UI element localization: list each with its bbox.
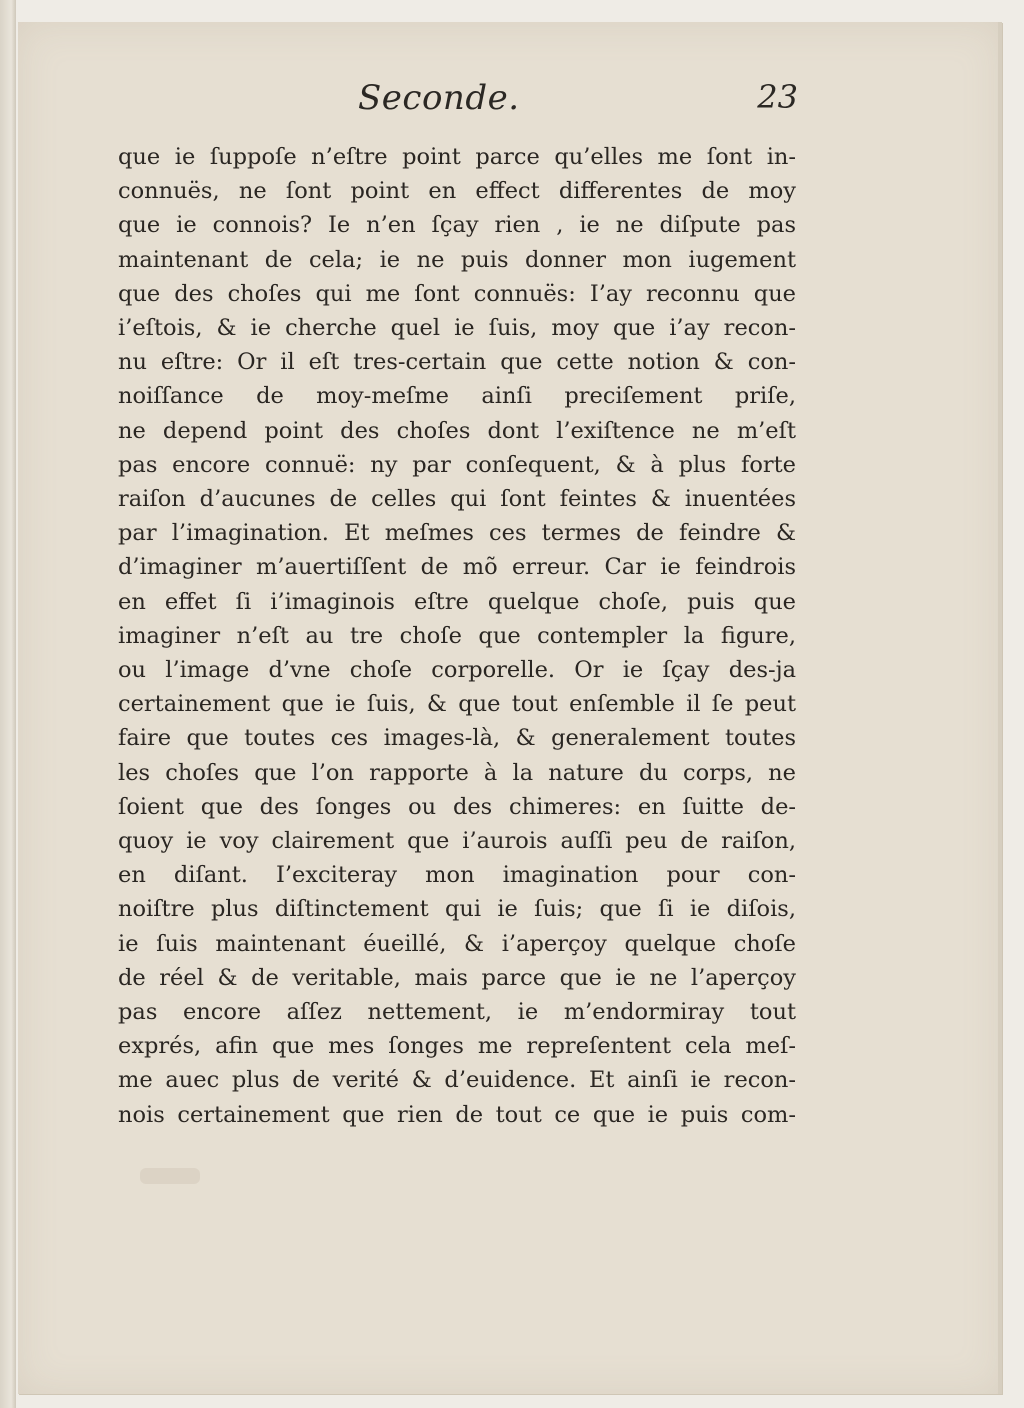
text-line: par l’imagination. Et meſmes ces termes de feindre & [118, 520, 796, 547]
text-line: que des choſes qui me ſont connuës: I’ay reconnu que [118, 280, 796, 307]
text-line: certainement que ie ſuis, & que tout enſemble il ſe peut [118, 691, 796, 718]
text-line: ou l’image d’vne choſe corporelle. Or ie ſçay des-ja [118, 657, 796, 684]
text-line: exprés, afin que mes ſonges me repreſentent cela meſ- [118, 1033, 796, 1060]
text-line: ne depend point des choſes dont l’exiſtence ne m’eſt [118, 417, 796, 444]
text-line: noiſtre plus diſtinctement qui ie ſuis; que ſi ie diſois, [118, 896, 796, 923]
text-line: de réel & de veritable, mais parce que ie ne l’aperçoy [118, 964, 796, 991]
text-line: d’imaginer m’auertiſſent de mõ erreur. Car ie feindrois [118, 554, 796, 581]
text-line: ſoient que des ſonges ou des chimeres: en ſuitte de- [118, 793, 796, 820]
text-line: nu eſtre: Or il eſt tres-certain que cette notion & con- [118, 349, 796, 376]
text-line: en diſant. I’exciteray mon imagination pour con- [118, 862, 796, 889]
text-line: pas encore connuë: ny par conſequent, & à plus forte [118, 451, 796, 478]
text-line: me auec plus de verité & d’euidence. Et ainſi ie recon- [118, 1067, 796, 1094]
text-line: pas encore aſſez nettement, ie m’endormiray tout [118, 999, 796, 1026]
text-line: raiſon d’aucunes de celles qui ſont feintes & inuentées [118, 486, 796, 513]
text-line: en effet ſi i’imaginois eſtre quelque choſe, puis que [118, 588, 796, 615]
text-line: ie ſuis maintenant éueillé, & i’aperçoy quelque choſe [118, 930, 796, 957]
text-line: noiſſance de moy-meſme ainſi preciſement priſe, [118, 383, 796, 410]
text-line: imaginer n’eſt au tre choſe que contempler la figure, [118, 622, 796, 649]
text-line: maintenant de cela; ie ne puis donner mon iugement [118, 246, 796, 273]
text-line: faire que toutes ces images-là, & generalement toutes [118, 725, 796, 752]
previous-page-edge [0, 0, 16, 1408]
text-line: connuës, ne ſont point en effect differentes de moy [118, 178, 796, 205]
text-line: que ie connois? Ie n’en ſçay rien , ie ne diſpute pas [118, 212, 796, 239]
text-line: nois certainement que rien de tout ce que ie puis com- [118, 1101, 796, 1128]
text-line: quoy ie voy clairement que i’aurois auſſi peu de raiſon, [118, 828, 796, 855]
page-right-edge [998, 22, 1002, 1394]
text-line: les choſes que l’on rapporte à la nature du corps, ne [118, 759, 796, 786]
body-text [118, 140, 796, 1132]
text-line: que ie ſuppoſe n’eſtre point parce qu’elles me ſont in- [118, 144, 796, 170]
running-head: Seconde. [358, 78, 520, 118]
text-line: i’eſtois, & ie cherche quel ie ſuis, moy que i’ay recon- [118, 315, 796, 342]
paper-smudge [140, 1168, 200, 1184]
page-header [120, 72, 800, 132]
page-number: 23 [757, 78, 798, 116]
